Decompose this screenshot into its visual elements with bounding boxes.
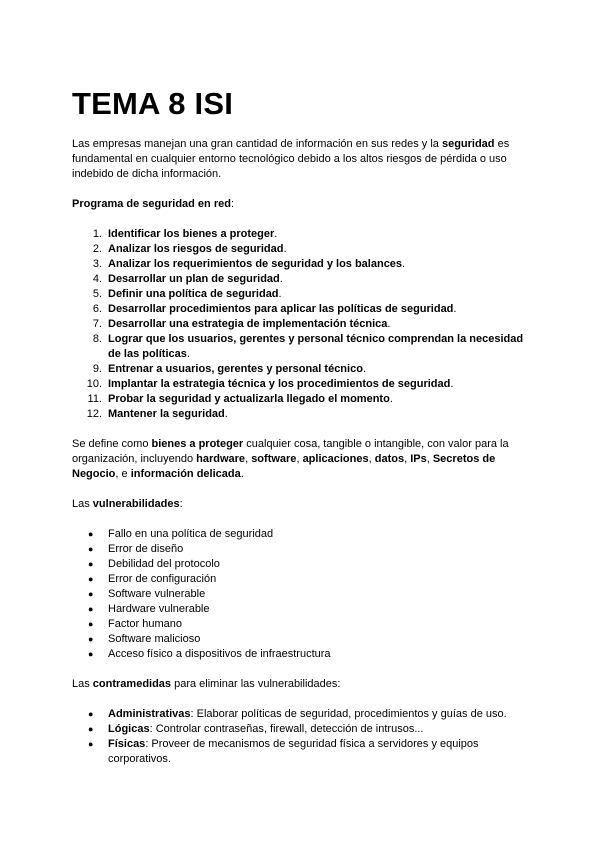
item-text: Entrenar a usuarios, gerentes y personal técnico (108, 363, 363, 375)
countermeasures-heading (72, 677, 534, 692)
item-text: Desarrollar procedimientos para aplicar las políticas de seguridad (108, 303, 454, 315)
item-number: 8. (92, 333, 102, 345)
item-period: . (274, 228, 278, 240)
intro-text: Las empresas manejan una gran cantidad de información en sus redes y la (72, 138, 442, 150)
vulnerabilities-list (72, 527, 534, 662)
list-item (72, 392, 534, 407)
cm-bold: contramedidas (92, 678, 172, 690)
intro-text-end: es fundamental en cualquier entorno tecnológico debido a los altos riesgos de pérdida o uso indebido de dicha información. (72, 138, 510, 180)
item-text: Identificar los bienes a proteger (108, 228, 275, 240)
assets-text: , (368, 453, 375, 465)
item-period: . (224, 408, 228, 420)
assets-text: Se define como (72, 438, 152, 450)
cm-label: Administrativas (108, 708, 191, 720)
countermeasures-list (72, 707, 534, 767)
intro-bold: seguridad (441, 138, 495, 150)
item-text: Lograr que los usuarios, gerentes y personal técnico comprendan la necesidad de las políticas (108, 333, 524, 360)
cm-label: Lógicas (108, 723, 150, 735)
program-heading (72, 197, 534, 212)
assets-text: , (296, 453, 303, 465)
page-title: TEMA 8 ISI (72, 86, 234, 121)
list-item (72, 362, 534, 377)
program-heading-colon: : (230, 198, 234, 210)
assets-bold: bienes a proteger (151, 438, 244, 450)
list-item (72, 377, 534, 392)
list-item: ● Error de diseño (72, 542, 534, 557)
list-item: ● Debilidad del protocolo (72, 557, 534, 572)
item-period: . (402, 258, 406, 270)
cm-desc: : Elaborar políticas de seguridad, procedimientos y guías de uso. (190, 708, 507, 720)
vulnerabilities-heading (72, 497, 534, 512)
list-item (72, 257, 534, 272)
assets-text: , e (115, 468, 131, 480)
assets-bold: hardware (196, 453, 246, 465)
document-body (72, 137, 534, 782)
item-text: Probar la seguridad y actualizarla llegado el momento (108, 393, 390, 405)
assets-text: , (404, 453, 411, 465)
assets-bold: IPs (410, 453, 427, 465)
assets-text: cualquier cosa, tangible o intangible, con valor para la organización, incluyendo (72, 438, 509, 465)
item-number: 12. (86, 408, 102, 420)
item-text: Desarrollar una estrategia de implementación técnica (108, 318, 388, 330)
item-period: . (283, 243, 287, 255)
item-text: Implantar la estrategia técnica y los procedimientos de seguridad (108, 378, 451, 390)
list-item (72, 332, 534, 362)
assets-bold: información delicada (130, 468, 241, 480)
item-text: Mantener la seguridad (108, 408, 225, 420)
list-item: ● Fallo en una política de seguridad (72, 527, 534, 542)
cm-text: Las (72, 678, 93, 690)
list-item (72, 407, 534, 422)
item-period: . (453, 303, 457, 315)
assets-paragraph (72, 437, 534, 482)
item-number: 5. (92, 288, 102, 300)
item-period: . (186, 348, 190, 360)
list-item: ● Acceso físico a dispositivos de infraestructura (72, 647, 534, 662)
item-text: Analizar los requerimientos de seguridad y los balances (108, 258, 403, 270)
item-number: 6. (92, 303, 102, 315)
assets-text: . (240, 468, 244, 480)
list-item (72, 722, 534, 737)
program-list (72, 227, 534, 422)
item-period: . (278, 288, 282, 300)
list-item (72, 272, 534, 287)
cm-text-end: para eliminar las vulnerabilidades: (171, 678, 341, 690)
item-period: . (279, 273, 283, 285)
list-item (72, 227, 534, 242)
list-item (72, 287, 534, 302)
item-period: . (387, 318, 391, 330)
list-item (72, 737, 534, 767)
cm-desc: : Controlar contraseñas, firewall, detección de intrusos... (149, 723, 424, 735)
vuln-colon: : (179, 498, 183, 510)
item-period: . (450, 378, 454, 390)
assets-bold: aplicaciones (302, 453, 369, 465)
item-text: Analizar los riesgos de seguridad (108, 243, 284, 255)
program-heading-text: Programa de seguridad en red (72, 198, 231, 210)
list-item: ● Factor humano (72, 617, 534, 632)
item-period: . (362, 363, 366, 375)
item-period: . (389, 393, 393, 405)
item-number: 2. (92, 243, 102, 255)
item-text: Desarrollar un plan de seguridad (108, 273, 280, 285)
cm-label: Físicas (108, 738, 146, 750)
assets-text: , (245, 453, 252, 465)
list-item (72, 302, 534, 317)
vuln-text: Las (72, 498, 93, 510)
assets-bold: Secretos de Negocio (72, 453, 496, 480)
list-item: ● Hardware vulnerable (72, 602, 534, 617)
item-number: 10. (86, 378, 102, 390)
vuln-bold: vulnerabilidades (92, 498, 180, 510)
item-number: 1. (92, 228, 102, 240)
item-text: Definir una política de seguridad (108, 288, 279, 300)
list-item (72, 317, 534, 332)
item-number: 7. (92, 318, 102, 330)
list-item: ● Software vulnerable (72, 587, 534, 602)
list-item: ● Software malicioso (72, 632, 534, 647)
cm-desc: : Proveer de mecanismos de seguridad física a servidores y equipos corporativos. (108, 738, 479, 765)
intro-paragraph (72, 137, 534, 182)
assets-bold: software (251, 453, 297, 465)
assets-text: , (426, 453, 433, 465)
item-number: 4. (92, 273, 102, 285)
list-item: ● Error de configuración (72, 572, 534, 587)
assets-bold: datos (374, 453, 405, 465)
list-item (72, 242, 534, 257)
item-number: 9. (92, 363, 102, 375)
item-number: 3. (92, 258, 102, 270)
item-number: 11. (87, 393, 102, 405)
list-item (72, 707, 534, 722)
